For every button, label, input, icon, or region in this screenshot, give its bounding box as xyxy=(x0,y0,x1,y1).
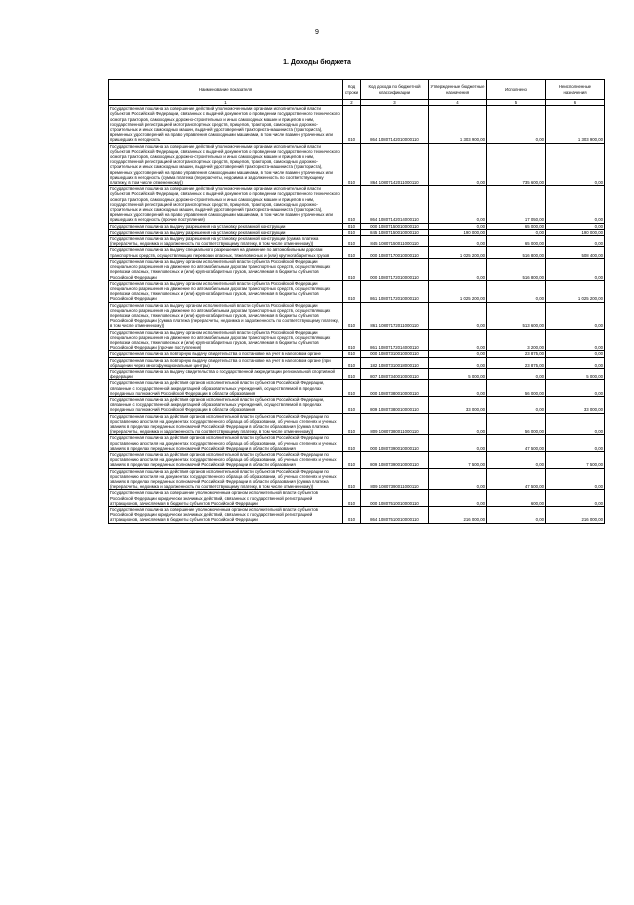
row-line-code: 010 xyxy=(343,435,361,452)
row-unexecuted: 5 000,00 xyxy=(546,368,605,379)
row-name: Государственная пошлина за повторную выдачу свидетельства о постановке на учет в налоговом органе (при обращении через многофункциональные центры) xyxy=(109,357,343,368)
row-line-code: 010 xyxy=(343,490,361,507)
row-unexecuted: 0,00 xyxy=(546,223,605,229)
row-executed: 0,00 xyxy=(487,280,546,302)
row-unexecuted: 1 025 200,00 xyxy=(546,280,605,302)
row-income-code: 000 10807390010000110 xyxy=(361,435,429,452)
row-name: Государственная пошлина за совершение уполномоченным органом исполнительной власти субъектов Российской Федерации юридически значимых действий, связанных с государственной регистрацией аттракционов, зачисляемая в бюджеты субъектов Российской Федерации xyxy=(109,507,343,524)
row-line-code: 010 xyxy=(343,357,361,368)
table-row xyxy=(109,490,605,507)
row-approved: 1 025 200,00 xyxy=(429,247,487,258)
row-name: Государственная пошлина за действия органов исполнительной власти субъектов Российской Федерации по проставлению апостиля на документах государственного образца об образовании, об ученых степенях и ученых званиях в пределах переданных полномочий Российской Федерации в области образования xyxy=(109,435,343,452)
table-row xyxy=(109,258,605,280)
row-approved: 1 025 200,00 xyxy=(429,280,487,302)
row-executed: 513 600,00 xyxy=(487,302,546,329)
row-unexecuted: 0,00 xyxy=(546,413,605,435)
row-executed: 0,00 xyxy=(487,106,546,143)
row-approved: 0,00 xyxy=(429,143,487,186)
row-unexecuted: 0,00 xyxy=(546,329,605,351)
row-line-code: 010 xyxy=(343,186,361,223)
row-name: Государственная пошлина за совершение действий уполномоченными органами исполнительной власти субъектов Российской Федерации, связанных с выдачей документов о проведении государственного технического осмотра тракторов, самоходных дорожно-строительных и иных самоходных машин и прицепов к ним, государственной регистрацией мототранспортных средств, прицепов, тракторов, самоходных дорожно-строительных и иных самоходных машин, выдачей удостоверений тракториста-машиниста (тракториста), временных удостоверений на право управления самоходными машинами, в том числе взамен утраченных или пришедших в негодность (сумма платежа (перерасчеты, недоимка и задолженность по соответствующему платежу, в том числе отмененному)) xyxy=(109,143,343,186)
header-name: Наименование показателя xyxy=(109,80,343,100)
row-line-code: 010 xyxy=(343,452,361,469)
header-row xyxy=(109,80,605,100)
row-approved: 0,00 xyxy=(429,302,487,329)
row-name: Государственная пошлина за выдачу разрешения на установку рекламной конструкции (сумма платежа (перерасчеты, недоимка и задолженность по соответствующему платежу, в том числе отмененному)) xyxy=(109,236,343,247)
row-name: Государственная пошлина за действия органов исполнительной власти субъектов Российской Федерации по проставлению апостиля на документах государственного образца об образовании, об ученых степенях и ученых званиях в пределах переданных полномочий Российской Федерации в области образования (сумма платежа (перерасчеты, недоимка и задолженность по соответствующему платежу, в том числе отмененному)) xyxy=(109,468,343,490)
row-approved: 0,00 xyxy=(429,468,487,490)
header-income-code: Код дохода по бюджетной классификации xyxy=(361,80,429,100)
row-unexecuted: 7 500,00 xyxy=(546,452,605,469)
row-name: Государственная пошлина за совершение действий уполномоченными органами исполнительной власти субъектов Российской Федерации, связанных с выдачей документов о проведении государственного технического осмотра тракторов, самоходных дорожно-строительных и иных самоходных машин и прицепов к ним, государственной регистрацией мототранспортных средств, прицепов, тракторов, самоходных дорожно-строительных и иных самоходных машин, выдачей удостоверений тракториста-машиниста (тракториста), временных удостоверений на право управления самоходными машинами, в том числе взамен утраченных или пришедших в негодность (прочие поступления) xyxy=(109,186,343,223)
row-approved: 33 000,00 xyxy=(429,396,487,413)
column-number: 3 xyxy=(361,100,429,106)
row-executed: 65 000,00 xyxy=(487,223,546,229)
row-name: Государственная пошлина за выдачу специального разрешения на движение по автомобильным дорогам транспортных средств, осуществляющих перевозки опасных, тяжеловесных и (или) крупногабаритных грузов xyxy=(109,247,343,258)
row-line-code: 010 xyxy=(343,396,361,413)
row-income-code: 861 10807172014000110 xyxy=(361,329,429,351)
column-number: 5 xyxy=(487,100,546,106)
row-name: Государственная пошлина за выдачу органом исполнительной власти субъекта Российской Федерации специального разрешения на движение по автомобильным дорогам транспортных средств, осуществляющих перевозки опасных, тяжеловесных и (или) крупногабаритных грузов, зачисляемая в бюджеты субъектов Российской Федерации xyxy=(109,280,343,302)
row-executed: 47 500,00 xyxy=(487,435,546,452)
row-executed: 56 000,00 xyxy=(487,380,546,397)
column-number: 1 xyxy=(109,100,343,106)
column-number: 2 xyxy=(343,100,361,106)
row-unexecuted: 0,00 xyxy=(546,468,605,490)
table-row xyxy=(109,247,605,258)
row-income-code: 000 10807150010000110 xyxy=(361,223,429,229)
table-row xyxy=(109,468,605,490)
row-approved: 0,00 xyxy=(429,186,487,223)
row-approved: 7 500,00 xyxy=(429,452,487,469)
row-name: Государственная пошлина за действия органов исполнительной власти субъектов Российской Федерации по проставлению апостиля на документах государственного образца об образовании, об ученых степенях и ученых званиях в пределах переданных полномочий Российской Федерации в области образования (сумма платежа (перерасчеты, недоимка и задолженность по соответствующему платежу, в том числе отмененному)) xyxy=(109,413,343,435)
row-unexecuted: 0,00 xyxy=(546,357,605,368)
table-row xyxy=(109,236,605,247)
row-name: Государственная пошлина за выдачу разрешения на установку рекламной конструкции xyxy=(109,223,343,229)
row-name: Государственная пошлина за действия органов исполнительной власти субъектов Российской Федерации по проставлению апостиля на документах государственного образца об образовании, об ученых степенях и ученых званиях в пределах переданных полномочий Российской Федерации в области образования xyxy=(109,452,343,469)
row-name: Государственная пошлина за выдачу органом исполнительной власти субъекта Российской Федерации специального разрешения на движение по автомобильным дорогам транспортных средств, осуществляющих перевозки опасных, тяжеловесных и (или) крупногабаритных грузов, зачисляемая в бюджеты субъектов Российской Федерации (сумма платежа (перерасчеты, недоимка и задолженность по соответствующему платежу, в том числе отмененному)) xyxy=(109,302,343,329)
row-executed: 516 800,00 xyxy=(487,247,546,258)
row-line-code: 010 xyxy=(343,507,361,524)
row-executed: 47 500,00 xyxy=(487,468,546,490)
row-unexecuted: 508 400,00 xyxy=(546,247,605,258)
row-line-code: 010 xyxy=(343,413,361,435)
row-line-code: 010 xyxy=(343,380,361,397)
row-income-code: 807 10807340010000110 xyxy=(361,368,429,379)
row-unexecuted: 33 000,00 xyxy=(546,396,605,413)
page-title: 1. Доходы бюджета xyxy=(283,59,351,66)
row-line-code: 010 xyxy=(343,258,361,280)
row-name: Государственная пошлина за повторную выдачу свидетельства о постановке на учет в налоговом органе xyxy=(109,351,343,357)
header-line-code: Код строки xyxy=(343,80,361,100)
row-income-code: 861 10807172010000110 xyxy=(361,280,429,302)
row-executed: 516 800,00 xyxy=(487,258,546,280)
row-income-code: 864 10807142011000110 xyxy=(361,143,429,186)
row-approved: 0,00 xyxy=(429,258,487,280)
row-income-code: 000 10807380010000110 xyxy=(361,380,429,397)
row-approved: 0,00 xyxy=(429,413,487,435)
row-approved: 216 000,00 xyxy=(429,507,487,524)
row-line-code: 010 xyxy=(343,236,361,247)
row-income-code: 864 10807510010000110 xyxy=(361,507,429,524)
row-approved: 1 303 900,00 xyxy=(429,106,487,143)
row-line-code: 010 xyxy=(343,280,361,302)
row-line-code: 010 xyxy=(343,351,361,357)
row-approved: 190 000,00 xyxy=(429,229,487,235)
row-line-code: 010 xyxy=(343,143,361,186)
header-unexecuted: Неисполненные назначения xyxy=(546,80,605,100)
row-income-code: 809 10807380010000110 xyxy=(361,396,429,413)
row-income-code: 182 10807310018000110 xyxy=(361,357,429,368)
row-income-code: 845 10807150010000110 xyxy=(361,229,429,235)
row-name: Государственная пошлина за совершение действий уполномоченными органами исполнительной власти субъектов Российской Федерации, связанных с выдачей документов о проведении государственного технического осмотра тракторов, самоходных дорожно-строительных и иных самоходных машин и прицепов к ним, государственной регистрацией мототранспортных средств, прицепов, тракторов, самоходных дорожно-строительных и иных самоходных машин, выдачей удостоверений тракториста-машиниста (тракториста), временных удостоверений на право управления самоходными машинами, в том числе взамен утраченных или пришедших в негодность xyxy=(109,106,343,143)
row-line-code: 010 xyxy=(343,368,361,379)
table-row xyxy=(109,413,605,435)
row-name: Государственная пошлина за выдачу органом исполнительной власти субъекта Российской Федерации специального разрешения на движение по автомобильным дорогам транспортных средств, осуществляющих перевозки опасных, тяжеловесных и (или) крупногабаритных грузов, зачисляемая в бюджеты субъектов Российской Федерации (прочие поступления) xyxy=(109,329,343,351)
row-executed: 23 875,00 xyxy=(487,357,546,368)
row-approved: 0,00 xyxy=(429,490,487,507)
row-income-code: 000 10807172010000110 xyxy=(361,258,429,280)
row-unexecuted: 0,00 xyxy=(546,302,605,329)
row-income-code: 809 10807380011000110 xyxy=(361,413,429,435)
row-line-code: 010 xyxy=(343,468,361,490)
row-income-code: 861 10807172011000110 xyxy=(361,302,429,329)
row-approved: 0,00 xyxy=(429,236,487,247)
table-row xyxy=(109,106,605,143)
table-row xyxy=(109,452,605,469)
row-line-code: 010 xyxy=(343,106,361,143)
revenue-table xyxy=(108,79,605,524)
row-executed: 56 000,00 xyxy=(487,413,546,435)
row-unexecuted: 0,00 xyxy=(546,380,605,397)
table-row xyxy=(109,396,605,413)
row-income-code: 864 10807142014000110 xyxy=(361,186,429,223)
row-name: Государственная пошлина за действия органов исполнительной власти субъектов Российской Федерации, связанные с государственной аккредитацией образовательных учреждений, осуществляемой в пределах переданных полномочий Российской Федерации в области образования xyxy=(109,380,343,397)
row-unexecuted: 0,00 xyxy=(546,490,605,507)
column-number: 6 xyxy=(546,100,605,106)
row-unexecuted: 0,00 xyxy=(546,143,605,186)
row-line-code: 010 xyxy=(343,247,361,258)
table-row xyxy=(109,143,605,186)
row-unexecuted: 190 000,00 xyxy=(546,229,605,235)
row-executed: 0,00 xyxy=(487,452,546,469)
row-unexecuted: 216 000,00 xyxy=(546,507,605,524)
row-approved: 5 000,00 xyxy=(429,368,487,379)
row-line-code: 010 xyxy=(343,302,361,329)
row-approved: 0,00 xyxy=(429,351,487,357)
row-executed: 0,00 xyxy=(487,396,546,413)
row-executed: 600,00 xyxy=(487,490,546,507)
table-body xyxy=(109,106,605,523)
table-row xyxy=(109,435,605,452)
row-income-code: 809 10807390011000110 xyxy=(361,468,429,490)
table-row xyxy=(109,507,605,524)
row-unexecuted: 1 303 900,00 xyxy=(546,106,605,143)
row-income-code: 000 10807310010000110 xyxy=(361,351,429,357)
page-number: 9 xyxy=(315,29,319,36)
column-number: 4 xyxy=(429,100,487,106)
row-executed: 735 600,00 xyxy=(487,143,546,186)
table-row xyxy=(109,329,605,351)
row-name: Государственная пошлина за выдачу органом исполнительной власти субъекта Российской Федерации специального разрешения на движение по автомобильным дорогам транспортных средств, осуществляющих перевозки опасных, тяжеловесных и (или) крупногабаритных грузов, зачисляемая в бюджеты субъектов Российской Федерации xyxy=(109,258,343,280)
header-approved: Утвержденные бюджетные назначения xyxy=(429,80,487,100)
row-executed: 0,00 xyxy=(487,229,546,235)
row-executed: 3 200,00 xyxy=(487,329,546,351)
table-row xyxy=(109,186,605,223)
table-row xyxy=(109,357,605,368)
row-income-code: 809 10807390010000110 xyxy=(361,452,429,469)
row-income-code: 000 10807510010000110 xyxy=(361,490,429,507)
header-executed: Исполнено xyxy=(487,80,546,100)
row-approved: 0,00 xyxy=(429,435,487,452)
row-approved: 0,00 xyxy=(429,329,487,351)
row-name: Государственная пошлина за выдачу разрешения на установку рекламной конструкции xyxy=(109,229,343,235)
table-row xyxy=(109,280,605,302)
table-row xyxy=(109,368,605,379)
row-income-code: 000 10807170010000110 xyxy=(361,247,429,258)
row-unexecuted: 0,00 xyxy=(546,435,605,452)
row-unexecuted: 0,00 xyxy=(546,258,605,280)
row-name: Государственная пошлина за совершение уполномоченным органом исполнительной власти субъектов Российской Федерации юридически значимых действий, связанных с государственной регистрацией аттракционов, зачисляемая в бюджеты субъектов Российской Федерации xyxy=(109,490,343,507)
row-approved: 0,00 xyxy=(429,380,487,397)
row-approved: 0,00 xyxy=(429,223,487,229)
row-income-code: 845 10807150011000110 xyxy=(361,236,429,247)
row-line-code: 010 xyxy=(343,229,361,235)
row-name: Государственная пошлина за действия органов исполнительной власти субъектов Российской Федерации, связанные с государственной аккредитацией образовательных учреждений, осуществляемой в пределах переданных полномочий Российской Федерации в области образования xyxy=(109,396,343,413)
table-row xyxy=(109,380,605,397)
row-executed: 0,00 xyxy=(487,368,546,379)
row-line-code: 010 xyxy=(343,223,361,229)
row-executed: 65 000,00 xyxy=(487,236,546,247)
row-line-code: 010 xyxy=(343,329,361,351)
row-executed: 17 050,00 xyxy=(487,186,546,223)
row-name: Государственная пошлина за выдачу свидетельства о государственной аккредитации региональной спортивной федерации xyxy=(109,368,343,379)
row-unexecuted: 0,00 xyxy=(546,186,605,223)
row-income-code: 864 10807142010000110 xyxy=(361,106,429,143)
row-executed: 0,00 xyxy=(487,507,546,524)
row-approved: 0,00 xyxy=(429,357,487,368)
row-unexecuted: 0,00 xyxy=(546,351,605,357)
row-executed: 23 875,00 xyxy=(487,351,546,357)
table-row xyxy=(109,302,605,329)
row-unexecuted: 0,00 xyxy=(546,236,605,247)
